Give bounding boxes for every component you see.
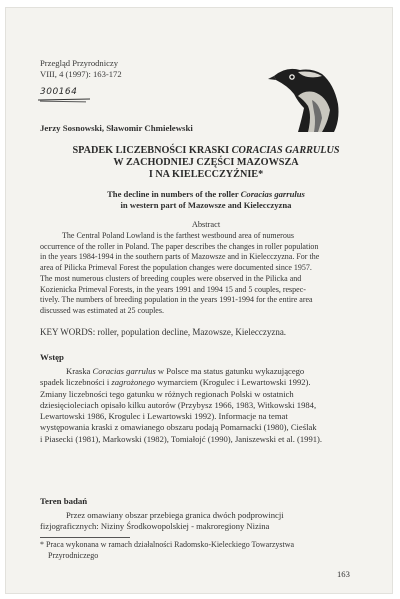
- subtitle-line: [6, 189, 400, 200]
- abstract-line: Kozienicka Primeval Forests, in the years 1991 and 1994 15 and 5 couples, respec-: [40, 284, 306, 294]
- handwritten-text: 300164: [40, 87, 78, 97]
- abstract-line: discussed was estimated at 25 couples.: [40, 305, 164, 315]
- subtitle-text: The decline in numbers of the roller: [107, 189, 241, 199]
- title-line: I NA KIELECCZYŹNIE*: [148, 169, 264, 180]
- abstract-line: The Central Poland Lowland is the farthest westbound area of numerous: [62, 231, 294, 240]
- study-area-line: fizjograficznych: Niziny Środkowopolskiej - makroregiony Nizina: [40, 521, 270, 532]
- section-heading-study-area: Teren badań: [40, 496, 88, 506]
- underline: [40, 101, 86, 103]
- article-title-polish: [6, 145, 400, 181]
- journal-name: Przegląd Przyrodniczy: [40, 58, 119, 68]
- intro-line: [40, 377, 358, 388]
- intro-line: Lewartowski 1986, Krogulec i Lewartowski 1992). Informacje na temat: [40, 411, 288, 422]
- journal-volume: VIII, 4 (1997): 163-172: [40, 69, 122, 79]
- footnote-line: * Praca wykonana w ramach działalności Radomsko-Kieleckiego Towarzystwa: [40, 540, 295, 549]
- subtitle-line: in western part of Mazowsze and Kielecczyzna: [120, 199, 292, 210]
- intro-line: [40, 366, 358, 377]
- section-heading-introduction: Wstęp: [40, 352, 64, 362]
- footnote-divider: [40, 537, 130, 538]
- authors: Jerzy Sosnowski, Sławomir Chmielewski: [40, 123, 193, 133]
- subtitle-species-name: Coracias garrulus: [240, 189, 305, 199]
- keywords: KEY WORDS: roller, population decline, Mazowsze, Kielecczyzna.: [40, 327, 287, 337]
- abstract-line: in the years 1984-1994 in the southern parts of Mazowsze and in Kielecczyzna. For the: [40, 252, 320, 262]
- journal-citation: [40, 58, 122, 80]
- abstract-body: [40, 231, 358, 317]
- intro-line: dziesięcioleciach opisało kilku autorów (Przybysz 1966, 1983, Witkowski 1984,: [40, 399, 317, 410]
- abstract-heading: Abstract: [191, 220, 221, 229]
- intro-line: występowania kraski z omawianego obszaru podają Pomarnacki (1980), Cieślak: [40, 422, 317, 433]
- handwritten-inventory-number: [36, 88, 96, 100]
- page-number: 163: [337, 569, 350, 579]
- footnote-line: Przyrodniczego: [48, 550, 99, 560]
- abstract-line: The most numerous clusters of breeding couples were observed in the Pilicka and: [40, 273, 302, 283]
- intro-species-name: Coracias garrulus: [92, 366, 156, 376]
- intro-text: Kraska: [66, 366, 93, 376]
- intro-line: Zmiany liczebności tego gatunku w różnych regionach Polski w ostatnich: [40, 388, 294, 399]
- title-line: W ZACHODNIEJ CZĘŚCI MAZOWSZA: [113, 157, 299, 168]
- study-area-body: [40, 510, 358, 533]
- footnote: [40, 540, 294, 561]
- intro-text: w Polsce ma status gatunku wykazującego: [155, 366, 305, 376]
- intro-emphasis: zagrożonego: [111, 377, 155, 388]
- abstract-line: tively. The numbers of breeding population in the years 1991-1994 for the entire area: [40, 295, 313, 305]
- intro-line: i Piasecki (1981), Markowski (1982), Tomiałojć (1990), Janiszewski et al. (1991).: [40, 433, 323, 444]
- intro-text: spadek liczebności i: [40, 377, 112, 388]
- paper-page: [6, 8, 392, 593]
- abstract-line: occurrence of the roller in Poland. The paper describes the changes in roller population: [40, 241, 319, 251]
- intro-text: wymarciem (Krogulec i Lewartowski 1992).: [154, 377, 311, 388]
- title-text: SPADEK LICZEBNOŚCI KRASKI: [72, 145, 232, 156]
- roller-bird-icon: [268, 60, 344, 132]
- introduction-body: [40, 366, 358, 445]
- title-line: [6, 145, 400, 157]
- article-title-english: [6, 189, 400, 210]
- abstract-line: area of Pilicka Primeval Forest the population changes were documented since 1957.: [40, 263, 312, 273]
- study-area-line: Przez omawiany obszar przebiega granica dwóch podprowincji: [66, 510, 284, 520]
- title-species-name: CORACIAS GARRULUS: [231, 145, 340, 156]
